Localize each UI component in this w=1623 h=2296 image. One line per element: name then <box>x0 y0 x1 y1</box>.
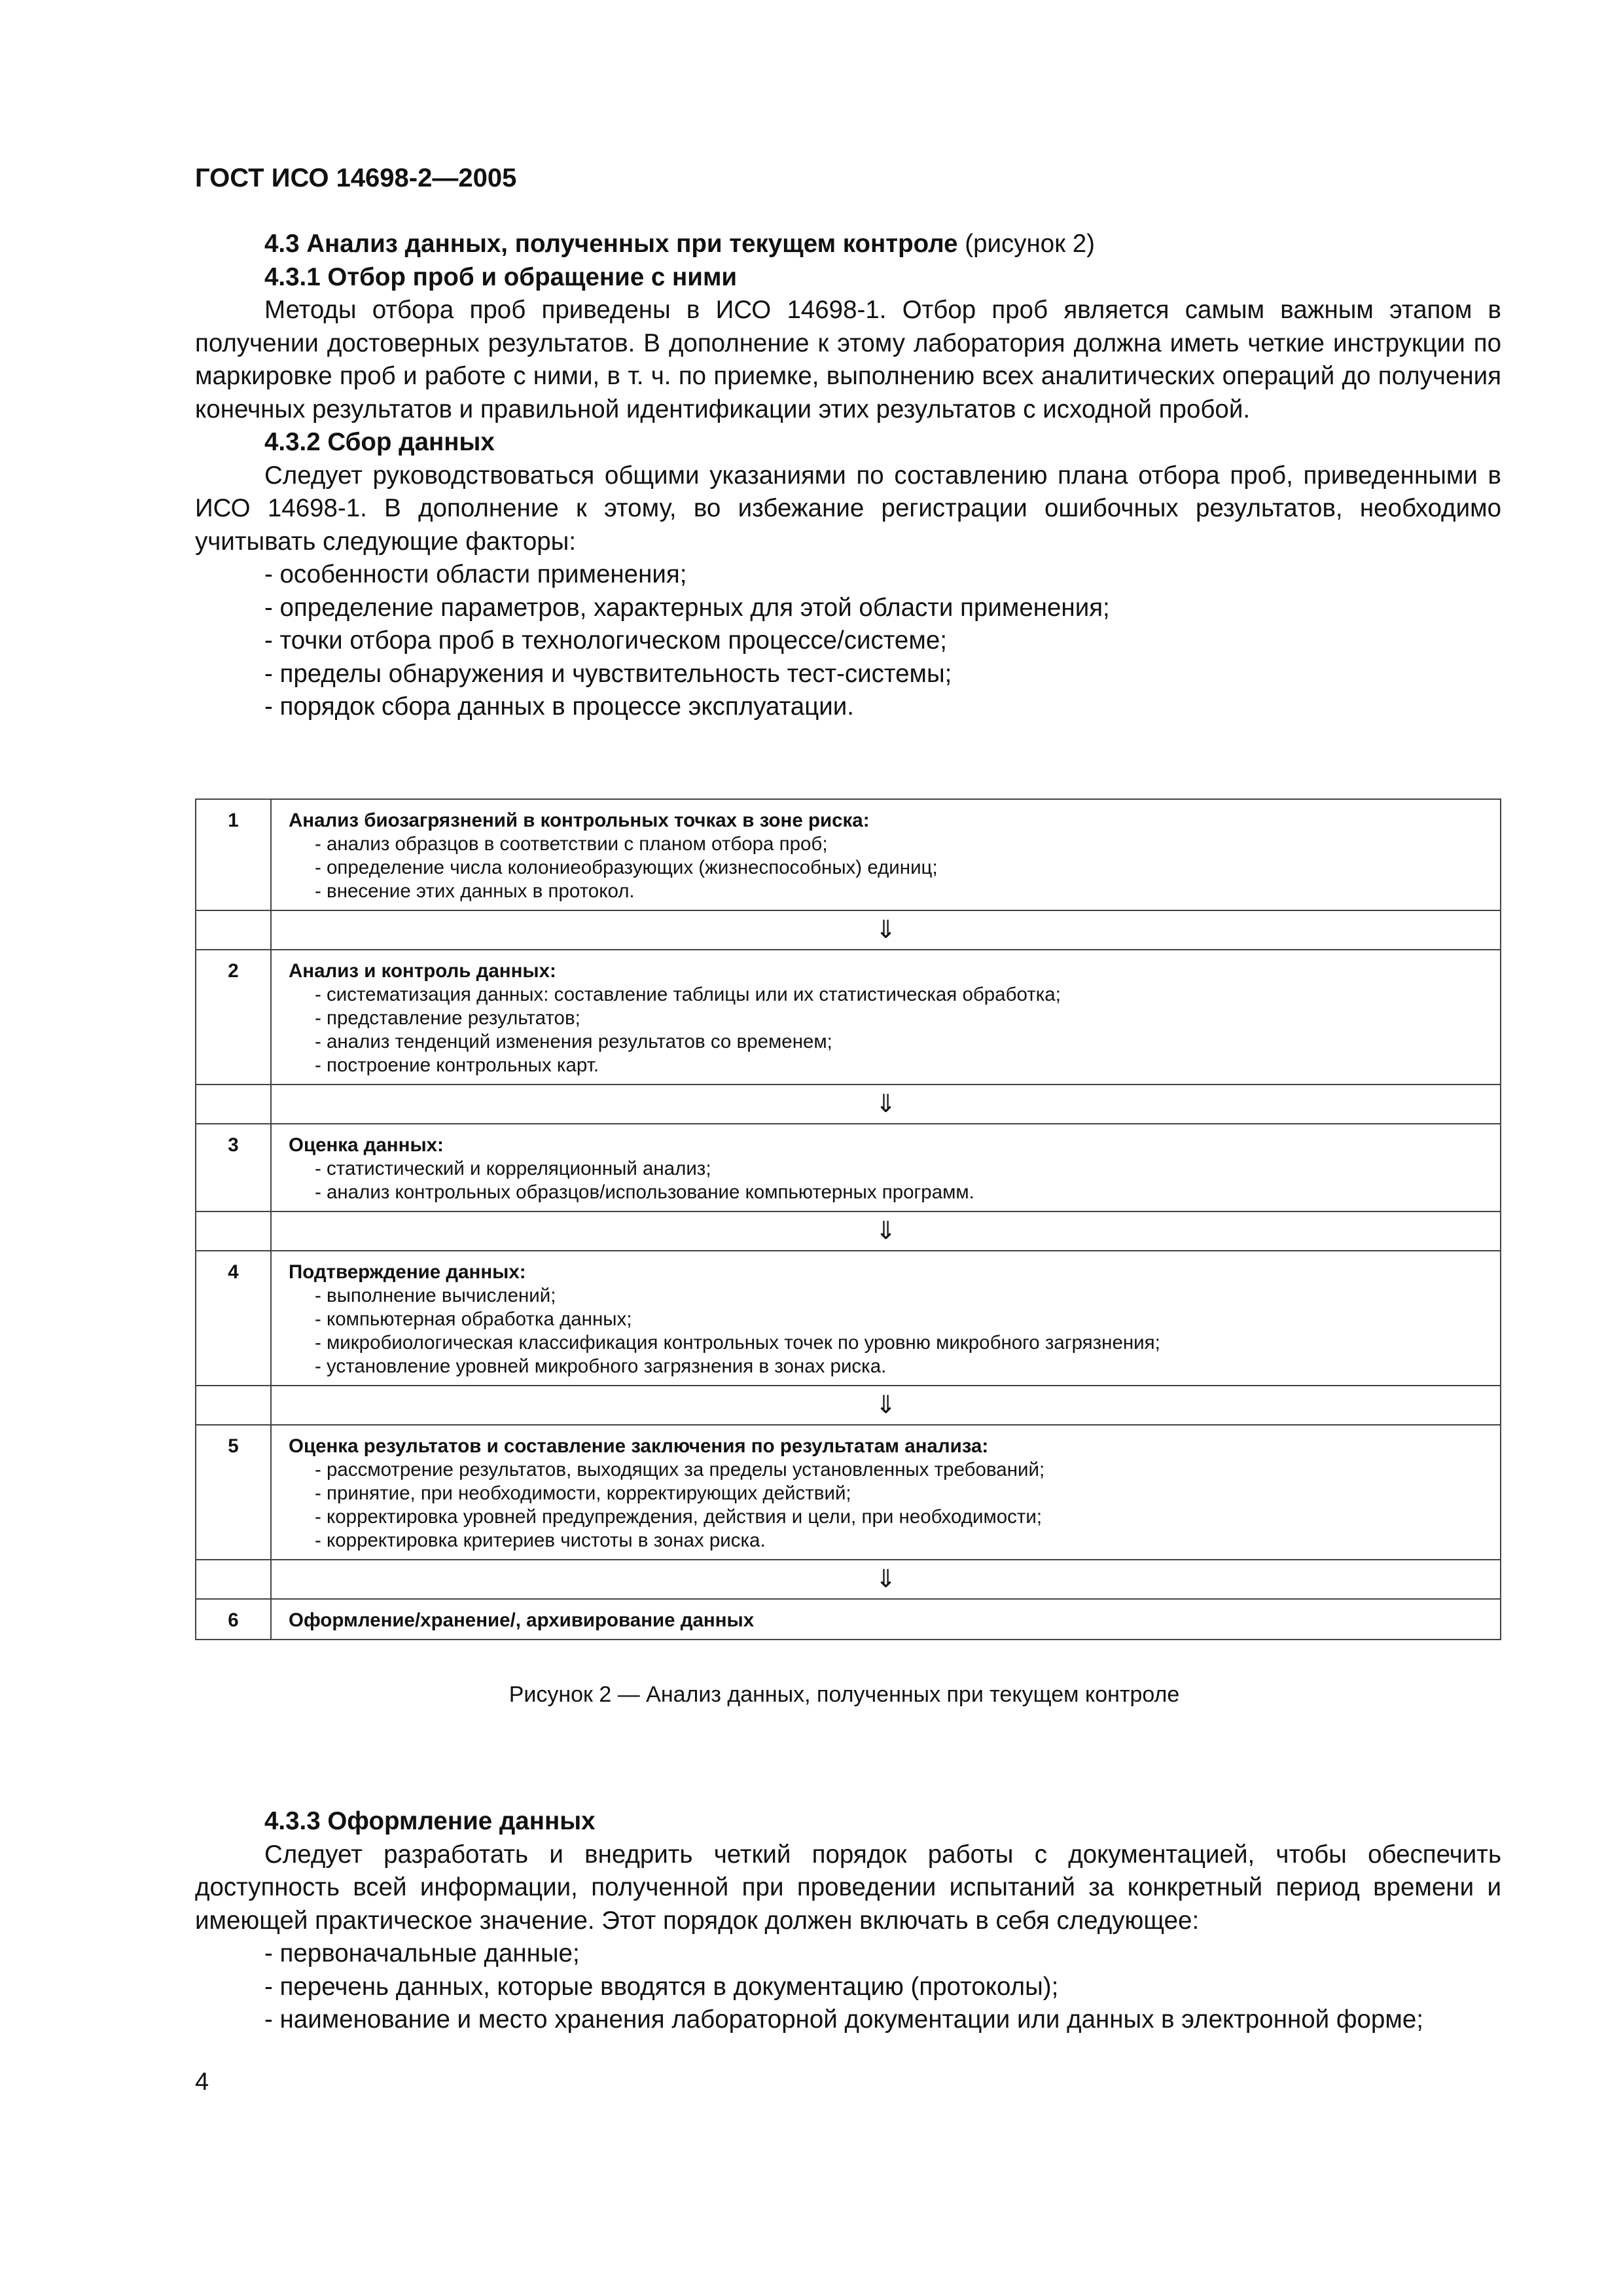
step-item: - систематизация данных: составление таблицы или их статистическая обработка; <box>315 984 1061 1005</box>
step-item: - рассмотрение результатов, выходящих за пределы установленных требований; <box>315 1459 1045 1480</box>
down-arrow-icon: ⇓ <box>271 1211 1501 1251</box>
down-arrow-icon: ⇓ <box>271 1386 1501 1425</box>
step-title: Анализ биозагрязнений в контрольных точках в зоне риска: <box>289 810 870 831</box>
step-item: - анализ тенденций изменения результатов со временем; <box>315 1031 832 1052</box>
empty-cell <box>196 1211 271 1251</box>
paragraph-4-3-3: Следует разработать и внедрить четкий порядок работы с документацией, чтобы обеспечить доступность всей информации, полученной при проведении испытаний за конкретный период времени и имеющей практическое значение. Этот порядок должен включать в себя следующее: <box>195 1840 1501 1935</box>
flow-arrow-row <box>196 1560 1501 1599</box>
step-item: - построение контрольных карт. <box>315 1054 599 1076</box>
step-item: - установление уровней микробного загрязнения в зонах риска. <box>315 1355 887 1377</box>
list-item: - особенности области применения; <box>264 560 687 588</box>
section-4-3-3 <box>195 1805 1501 2037</box>
step-item: - выполнение вычислений; <box>315 1285 556 1306</box>
step-item: - статистический и корреляционный анализ; <box>315 1158 711 1179</box>
step-item: - микробиологическая классификация контрольных точек по уровню микробного загрязнения; <box>315 1332 1160 1354</box>
step-title: Оформление/хранение/, архивирование данных <box>289 1609 755 1631</box>
section-heading-text: 4.3 Анализ данных, полученных при текущем контроле <box>264 230 958 258</box>
step-item: - корректировка критериев чистоты в зонах риска. <box>315 1530 766 1551</box>
step-item: - определение числа колониеобразующих (жизнеспособных) единиц; <box>315 857 938 878</box>
subsection-heading-4-3-3: 4.3.3 Оформление данных <box>264 1807 596 1835</box>
flow-arrow-row <box>196 1085 1501 1124</box>
list-item: - первоначальные данные; <box>264 1939 580 1967</box>
step-item: - анализ контрольных образцов/использование компьютерных программ. <box>315 1181 974 1203</box>
step-item: - представление результатов; <box>315 1007 580 1029</box>
step-title: Оценка данных: <box>289 1134 444 1156</box>
flow-step-row <box>196 1251 1501 1386</box>
figure-caption: Рисунок 2 — Анализ данных, полученных при текущем контроле <box>508 1682 1180 1707</box>
step-number: 4 <box>196 1251 271 1386</box>
list-item: - точки отбора проб в технологическом процессе/системе; <box>264 626 947 655</box>
section-4-3 <box>195 228 1501 724</box>
list-item: - пределы обнаружения и чувствительность тест-системы; <box>264 659 952 688</box>
down-arrow-icon: ⇓ <box>271 1085 1501 1124</box>
step-number: 2 <box>196 950 271 1085</box>
flow-step-row <box>196 950 1501 1085</box>
flowchart-table <box>195 798 1501 1640</box>
step-title: Подтверждение данных: <box>289 1261 526 1283</box>
document-header: ГОСТ ИСО 14698-2—2005 <box>195 164 517 192</box>
step-content <box>271 1124 1501 1211</box>
list-item: - наименование и место хранения лабораторной документации или данных в электронной форме; <box>264 2005 1423 2034</box>
empty-cell <box>196 1560 271 1599</box>
subsection-heading-4-3-2: 4.3.2 Сбор данных <box>264 428 495 456</box>
empty-cell <box>196 910 271 950</box>
empty-cell <box>196 1085 271 1124</box>
subsection-heading-4-3-1: 4.3.1 Отбор проб и обращение с ними <box>264 262 738 291</box>
flow-arrow-row <box>196 1211 1501 1251</box>
flow-step-row <box>196 1599 1501 1640</box>
step-content <box>271 1599 1501 1640</box>
list-item: - порядок сбора данных в процессе эксплуатации. <box>264 692 854 721</box>
down-arrow-icon: ⇓ <box>271 910 1501 950</box>
paragraph-4-3-1: Методы отбора проб приведены в ИСО 14698-1. Отбор проб является самым важным этапом в получении достоверных результатов. В дополнение к этому лаборатория должна иметь четкие инструкции по маркировке проб и работе с ними, в т. ч. по приемке, выполнению всех аналитических операций до получения конечных результатов и правильной идентификации этих результатов с исходной пробой. <box>195 296 1501 423</box>
flow-step-row <box>196 1124 1501 1211</box>
step-content <box>271 950 1501 1085</box>
flow-arrow-row <box>196 1386 1501 1425</box>
step-number: 6 <box>196 1599 271 1640</box>
step-title: Анализ и контроль данных: <box>289 960 556 982</box>
step-number: 5 <box>196 1425 271 1560</box>
flow-step-row <box>196 799 1501 910</box>
page-number: 4 <box>195 2068 209 2096</box>
step-item: - компьютерная обработка данных; <box>315 1308 632 1330</box>
step-item: - внесение этих данных в протокол. <box>315 880 635 902</box>
flow-arrow-row <box>196 910 1501 950</box>
list-item: - определение параметров, характерных для этой области применения; <box>264 593 1110 622</box>
down-arrow-icon: ⇓ <box>271 1560 1501 1599</box>
step-content <box>271 799 1501 910</box>
flow-step-row <box>196 1425 1501 1560</box>
section-heading <box>195 228 1501 261</box>
step-item: - анализ образцов в соответствии с планом отбора проб; <box>315 833 828 855</box>
empty-cell <box>196 1386 271 1425</box>
list-item: - перечень данных, которые вводятся в документацию (протоколы); <box>264 1972 1059 2001</box>
step-item: - принятие, при необходимости, корректирующих действий; <box>315 1482 851 1504</box>
figure-reference: (рисунок 2) <box>957 230 1095 258</box>
step-content <box>271 1251 1501 1386</box>
step-number: 1 <box>196 799 271 910</box>
step-item: - корректировка уровней предупреждения, действия и цели, при необходимости; <box>315 1506 1043 1528</box>
step-title: Оценка результатов и составление заключения по результатам анализа: <box>289 1435 989 1457</box>
step-number: 3 <box>196 1124 271 1211</box>
step-content <box>271 1425 1501 1560</box>
paragraph-4-3-2: Следует руководствоваться общими указаниями по составлению плана отбора проб, приведенными в ИСО 14698-1. В дополнение к этому, во избежание регистрации ошибочных результатов, необходимо учитывать следующие факторы: <box>195 461 1501 556</box>
